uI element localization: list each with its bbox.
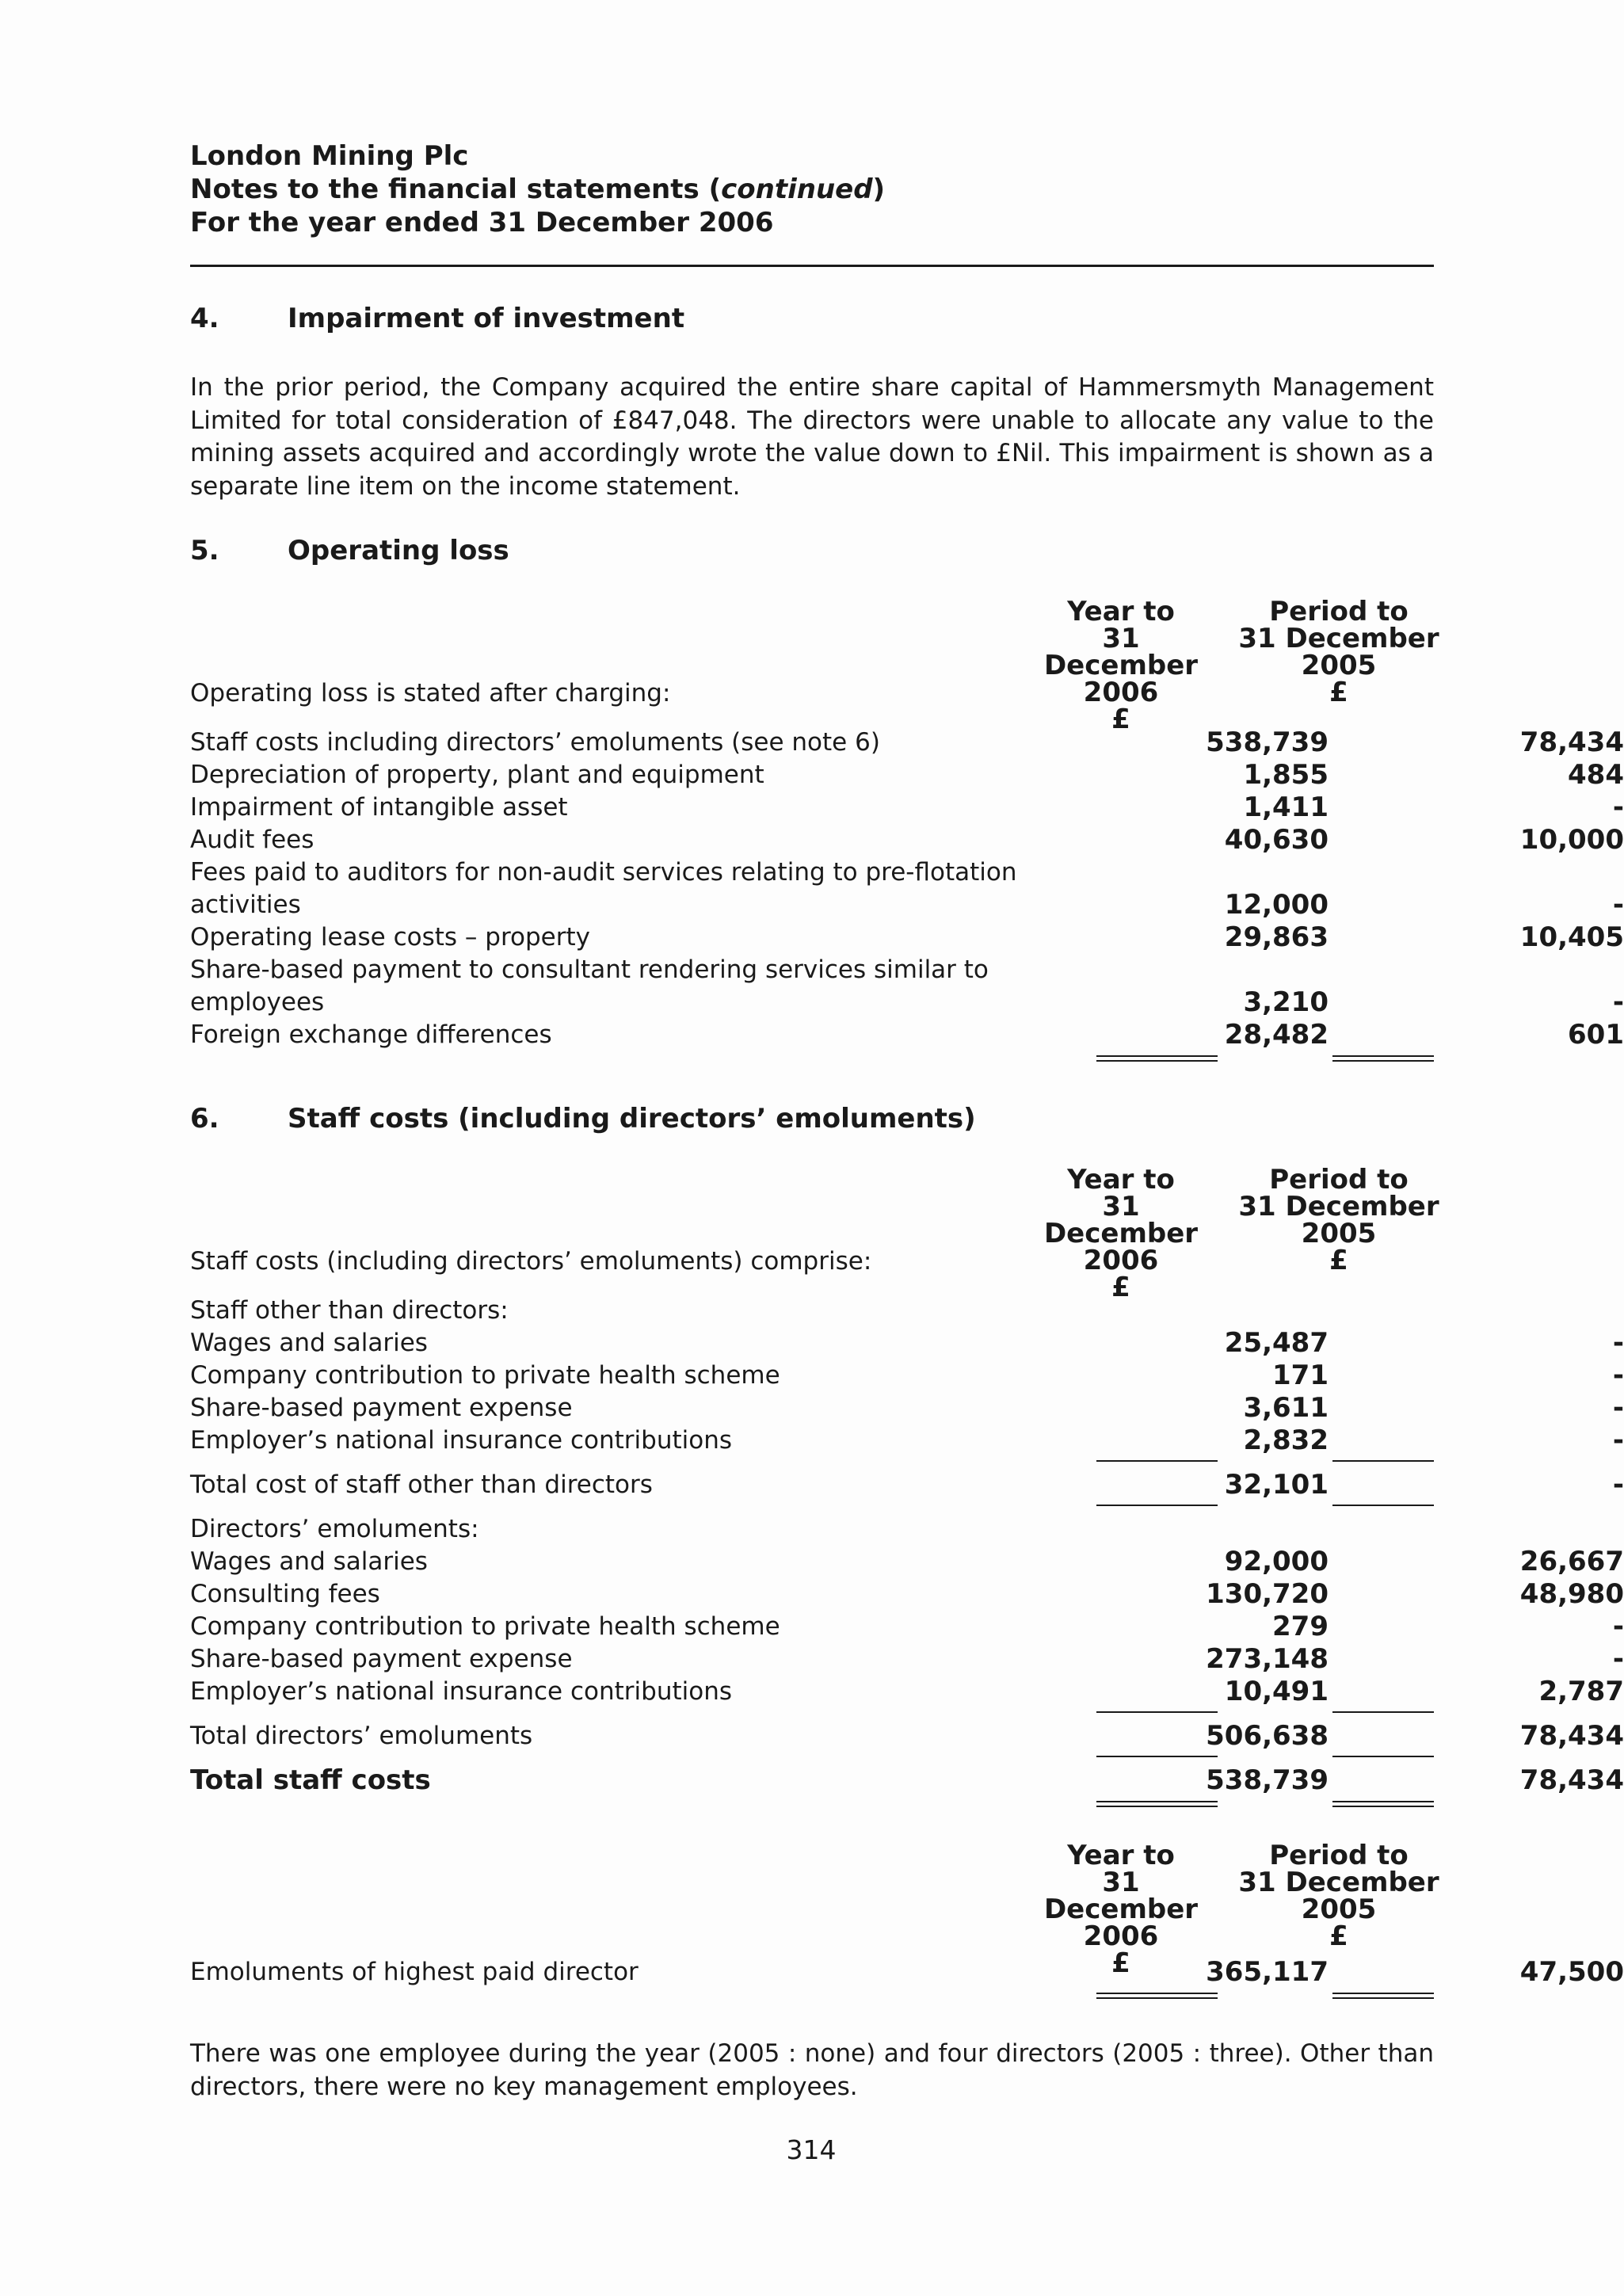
table-row: activities 12,000 - <box>190 889 1624 921</box>
grand-total-row: Total staff costs 538,739 78,434 <box>190 1764 1624 1796</box>
note5-intro-row: Operating loss is stated after charging: <box>190 679 671 707</box>
single-rule <box>1096 1756 1218 1757</box>
table-row: Foreign exchange differences 28,482 601 <box>190 1019 1624 1051</box>
single-rule <box>1096 1460 1218 1462</box>
double-rule <box>1332 1993 1434 1999</box>
note6-closing-paragraph: There was one employee during the year (2005 : none) and four directors (2005 : three). Other than directors, there were no key management employees. <box>190 2039 1434 2101</box>
subtotal-row: Total directors’ emoluments 506,638 78,434 <box>190 1720 1624 1752</box>
table-row: Impairment of intangible asset 1,411 - <box>190 791 1624 823</box>
note5-title: Operating loss <box>288 535 509 566</box>
table-row: Wages and salaries 92,000 26,667 <box>190 1546 1624 1577</box>
note6-intro-row: Staff costs (including directors’ emoluments) comprise: <box>190 1247 872 1276</box>
subtotal-row: Total cost of staff other than directors 32,101 - <box>190 1469 1624 1501</box>
note6-number: 6. <box>190 1103 219 1135</box>
note4-title: Impairment of investment <box>288 303 685 334</box>
double-rule <box>1332 1801 1434 1807</box>
single-rule <box>1332 1460 1434 1462</box>
double-rule <box>1332 1055 1434 1062</box>
table-row: Employer’s national insurance contributions 10,491 2,787 <box>190 1676 1624 1707</box>
note6-col-2005-header: Period to 31 December 2005 £ <box>1238 1164 1439 1276</box>
single-rule <box>1332 1711 1434 1713</box>
table-row: Staff costs including directors’ emoluments (see note 6) 538,739 78,434 <box>190 727 1624 758</box>
single-rule <box>1096 1505 1218 1506</box>
note4-paragraph: In the prior period, the Company acquired the entire share capital of Hammersmyth Management Limited for total consideration of £847,048. The directors were unable to allocate any value to the mining assets acquired and accordingly wrote the value down to £Nil. This impairment is shown as a separate line item on the income statement. <box>190 373 1434 501</box>
subheading-row: Directors’ emoluments: <box>190 1515 479 1543</box>
notes-heading: Notes to the financial statements (continued) <box>190 174 886 205</box>
period-heading: For the year ended 31 December 2006 <box>190 207 774 238</box>
single-rule <box>1096 1711 1218 1713</box>
note5-number: 5. <box>190 535 219 566</box>
table-row: Operating lease costs – property 29,863 10,405 <box>190 921 1624 953</box>
table-row: Employer’s national insurance contributions 2,832 - <box>190 1425 1624 1456</box>
note4-number: 4. <box>190 303 219 334</box>
table-row: Company contribution to private health scheme 279 - <box>190 1611 1624 1642</box>
table-row: Consulting fees 130,720 48,980 <box>190 1578 1624 1610</box>
page-header <box>190 139 1434 239</box>
table-row: Depreciation of property, plant and equipment 1,855 484 <box>190 759 1624 791</box>
highest-col-2005-header: Period to 31 December 2005 £ <box>1238 1840 1439 1952</box>
table-row: employees 3,210 - <box>190 986 1624 1018</box>
table-row: Share-based payment to consultant rendering services similar to <box>190 955 989 984</box>
table-row: Share-based payment expense 273,148 - <box>190 1643 1624 1675</box>
note6-col-2006-header: Year to 31 December 2006 £ <box>1043 1164 1199 1303</box>
company-name: London Mining Plc <box>190 140 469 172</box>
table-row: Wages and salaries 25,487 - <box>190 1327 1624 1359</box>
note6-title: Staff costs (including directors’ emoluments) <box>288 1103 976 1135</box>
header-rule <box>190 265 1434 267</box>
single-rule <box>1332 1756 1434 1757</box>
page-number: 314 <box>786 2134 837 2165</box>
table-row: Company contribution to private health scheme 171 - <box>190 1360 1624 1391</box>
single-rule <box>1332 1505 1434 1506</box>
double-rule <box>1096 1055 1218 1062</box>
highest-paid-row: Emoluments of highest paid director 365,117 47,500 <box>190 1956 1624 1988</box>
note5-col-2006-header: Year to 31 December 2006 £ <box>1043 596 1199 735</box>
highest-col-2006-header: Year to 31 December 2006 £ <box>1043 1840 1199 1979</box>
note5-col-2005-header: Period to 31 December 2005 £ <box>1238 596 1439 708</box>
double-rule <box>1096 1993 1218 1999</box>
subheading-row: Staff other than directors: <box>190 1296 509 1325</box>
table-row: Fees paid to auditors for non-audit services relating to pre-flotation <box>190 858 1017 887</box>
double-rule <box>1096 1801 1218 1807</box>
table-row: Audit fees 40,630 10,000 <box>190 824 1624 856</box>
table-row: Share-based payment expense 3,611 - <box>190 1392 1624 1424</box>
